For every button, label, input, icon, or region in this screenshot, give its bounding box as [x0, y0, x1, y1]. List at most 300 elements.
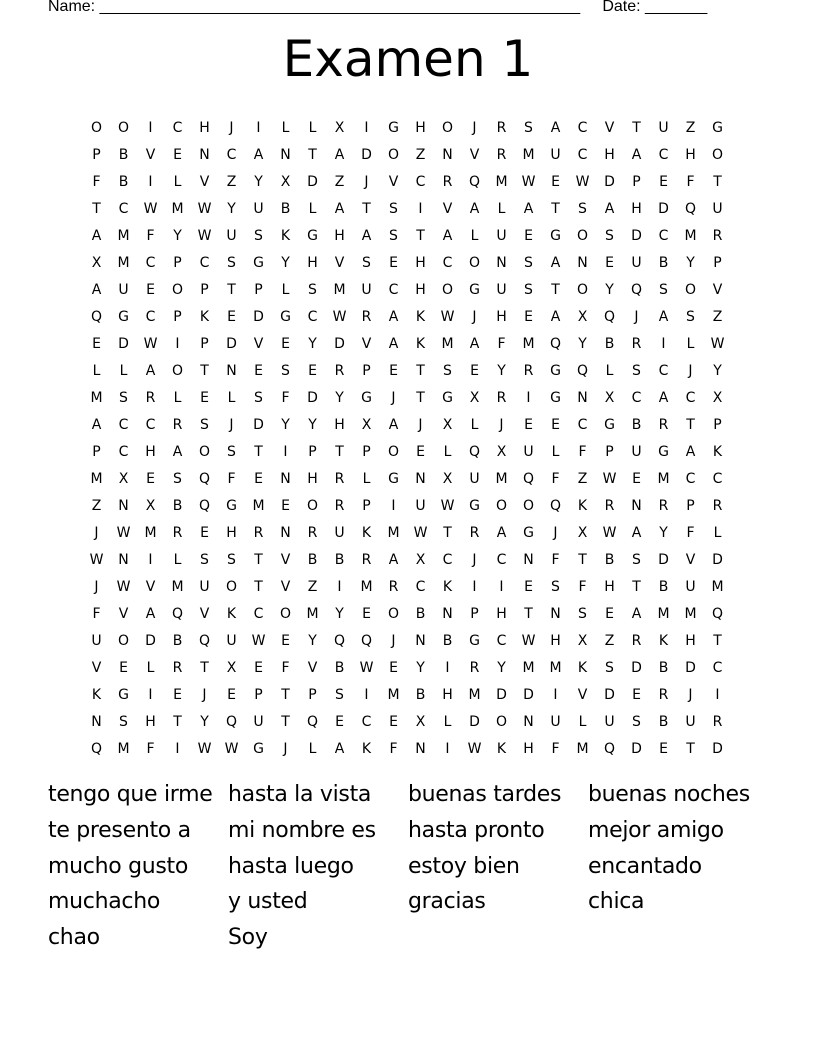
- grid-letter: E: [524, 578, 533, 595]
- word-list-item: y usted: [228, 889, 308, 915]
- grid-letter: C: [199, 254, 210, 271]
- grid-letter: I: [337, 578, 342, 595]
- grid-letter: O: [387, 146, 400, 163]
- grid-letter: B: [658, 659, 669, 676]
- grid-letter: C: [496, 632, 507, 649]
- grid-letter: S: [686, 308, 695, 325]
- grid-row: [83, 546, 731, 573]
- grid-letter: U: [631, 443, 642, 460]
- grid-letter: V: [280, 578, 291, 595]
- grid-letter: B: [415, 686, 426, 703]
- grid-letter: Z: [415, 146, 426, 163]
- grid-letter: D: [226, 335, 237, 352]
- grid-letter: W: [521, 632, 536, 649]
- grid-letter: I: [148, 551, 153, 568]
- grid-letter: C: [712, 659, 723, 676]
- grid-letter: C: [685, 389, 696, 406]
- grid-letter: J: [229, 119, 234, 136]
- grid-letter: P: [173, 308, 182, 325]
- grid-letter: Q: [171, 605, 184, 622]
- grid-letter: X: [226, 659, 237, 676]
- grid-letter: J: [688, 686, 693, 703]
- word-list-item: encantado: [588, 853, 702, 879]
- grid-letter: T: [281, 713, 290, 730]
- grid-letter: W: [602, 470, 617, 487]
- grid-letter: J: [391, 389, 396, 406]
- grid-letter: S: [200, 416, 209, 433]
- grid-letter: I: [175, 335, 180, 352]
- grid-letter: S: [524, 119, 533, 136]
- grid-letter: X: [442, 416, 453, 433]
- grid-letter: T: [254, 443, 263, 460]
- grid-row: [83, 276, 731, 303]
- grid-letter: N: [442, 146, 453, 163]
- grid-letter: Z: [91, 497, 102, 514]
- grid-letter: G: [442, 389, 453, 406]
- grid-letter: H: [334, 227, 345, 244]
- grid-letter: S: [200, 551, 209, 568]
- grid-letter: B: [172, 497, 183, 514]
- grid-letter: P: [470, 605, 479, 622]
- grid-letter: D: [496, 686, 507, 703]
- grid-row: [83, 654, 731, 681]
- grid-letter: O: [117, 632, 130, 649]
- grid-letter: I: [283, 443, 288, 460]
- word-list-item: hasta luego: [228, 853, 354, 879]
- grid-letter: G: [550, 389, 561, 406]
- grid-letter: T: [254, 578, 263, 595]
- grid-letter: S: [551, 578, 560, 595]
- grid-letter: G: [550, 227, 561, 244]
- grid-row: [83, 357, 731, 384]
- grid-letter: X: [577, 524, 588, 541]
- grid-letter: S: [605, 659, 614, 676]
- grid-letter: T: [443, 524, 452, 541]
- grid-letter: X: [280, 173, 291, 190]
- grid-letter: E: [632, 686, 641, 703]
- grid-letter: X: [496, 443, 507, 460]
- grid-letter: B: [658, 578, 669, 595]
- grid-letter: U: [550, 713, 561, 730]
- grid-letter: A: [631, 146, 642, 163]
- grid-letter: L: [308, 200, 317, 217]
- grid-letter: K: [442, 578, 453, 595]
- grid-letter: C: [658, 362, 669, 379]
- grid-letter: V: [334, 254, 345, 271]
- grid-letter: H: [442, 686, 453, 703]
- grid-letter: K: [658, 632, 669, 649]
- grid-letter: Q: [468, 173, 481, 190]
- grid-letter: C: [226, 146, 237, 163]
- grid-letter: P: [362, 443, 371, 460]
- grid-letter: U: [631, 254, 642, 271]
- grid-letter: U: [226, 632, 237, 649]
- grid-letter: K: [199, 308, 210, 325]
- grid-letter: B: [658, 713, 669, 730]
- grid-letter: T: [92, 200, 101, 217]
- grid-letter: K: [496, 740, 507, 757]
- grid-letter: S: [362, 254, 371, 271]
- grid-letter: T: [416, 362, 425, 379]
- grid-letter: U: [199, 578, 210, 595]
- grid-letter: Z: [604, 632, 615, 649]
- grid-letter: G: [523, 524, 534, 541]
- grid-letter: C: [685, 470, 696, 487]
- grid-letter: T: [632, 578, 641, 595]
- grid-letter: F: [281, 659, 290, 676]
- grid-letter: Q: [522, 470, 535, 487]
- grid-letter: T: [200, 659, 209, 676]
- grid-letter: F: [227, 470, 236, 487]
- grid-letter: T: [308, 146, 317, 163]
- grid-letter: H: [415, 254, 426, 271]
- grid-letter: G: [118, 686, 129, 703]
- grid-letter: B: [658, 254, 669, 271]
- grid-letter: C: [118, 416, 129, 433]
- grid-letter: Y: [335, 605, 344, 622]
- grid-letter: M: [522, 335, 535, 352]
- grid-row: [83, 303, 731, 330]
- grid-letter: S: [659, 281, 668, 298]
- grid-letter: W: [143, 200, 158, 217]
- grid-letter: F: [686, 524, 695, 541]
- grid-row: [83, 519, 731, 546]
- grid-letter: G: [550, 362, 561, 379]
- grid-letter: E: [308, 362, 317, 379]
- grid-letter: N: [226, 362, 237, 379]
- grid-letter: R: [334, 470, 345, 487]
- word-list: [48, 778, 788, 957]
- grid-letter: M: [171, 578, 184, 595]
- grid-letter: R: [334, 362, 345, 379]
- grid-letter: L: [443, 713, 452, 730]
- word-search-grid: [83, 114, 731, 762]
- grid-letter: S: [227, 551, 236, 568]
- grid-letter: S: [308, 281, 317, 298]
- grid-letter: C: [361, 713, 372, 730]
- grid-letter: Y: [227, 200, 236, 217]
- grid-letter: N: [199, 146, 210, 163]
- grid-letter: M: [684, 605, 697, 622]
- grid-letter: O: [441, 119, 454, 136]
- grid-letter: R: [172, 416, 183, 433]
- grid-letter: R: [253, 524, 264, 541]
- grid-row: [83, 141, 731, 168]
- grid-letter: X: [469, 389, 480, 406]
- grid-letter: B: [604, 551, 615, 568]
- grid-letter: Z: [577, 470, 588, 487]
- grid-row: [83, 195, 731, 222]
- grid-letter: I: [418, 200, 423, 217]
- grid-letter: L: [308, 740, 317, 757]
- grid-letter: T: [632, 119, 641, 136]
- grid-letter: I: [391, 497, 396, 514]
- grid-letter: A: [469, 335, 480, 352]
- grid-letter: U: [712, 200, 723, 217]
- grid-letter: I: [148, 173, 153, 190]
- grid-letter: C: [577, 146, 588, 163]
- grid-letter: N: [631, 497, 642, 514]
- grid-letter: W: [332, 308, 347, 325]
- grid-letter: F: [281, 389, 290, 406]
- grid-letter: U: [91, 632, 102, 649]
- grid-letter: E: [632, 470, 641, 487]
- grid-letter: H: [145, 713, 156, 730]
- grid-letter: B: [118, 173, 129, 190]
- grid-letter: X: [442, 470, 453, 487]
- grid-letter: D: [712, 551, 723, 568]
- grid-letter: R: [442, 173, 453, 190]
- grid-letter: L: [173, 551, 182, 568]
- grid-letter: E: [524, 227, 533, 244]
- grid-letter: W: [602, 524, 617, 541]
- grid-letter: A: [550, 119, 561, 136]
- grid-letter: A: [334, 740, 345, 757]
- grid-letter: G: [469, 632, 480, 649]
- grid-letter: V: [361, 335, 372, 352]
- grid-letter: N: [523, 551, 534, 568]
- grid-letter: P: [254, 281, 263, 298]
- grid-letter: P: [713, 416, 722, 433]
- grid-letter: M: [252, 497, 265, 514]
- grid-letter: Q: [603, 308, 616, 325]
- grid-letter: D: [469, 713, 480, 730]
- grid-letter: M: [90, 470, 103, 487]
- grid-letter: M: [495, 470, 508, 487]
- grid-letter: V: [604, 119, 615, 136]
- grid-letter: E: [524, 416, 533, 433]
- grid-letter: O: [306, 497, 319, 514]
- grid-letter: W: [440, 308, 455, 325]
- grid-letter: E: [605, 605, 614, 622]
- grid-letter: E: [92, 335, 101, 352]
- grid-letter: P: [92, 443, 101, 460]
- grid-letter: T: [551, 200, 560, 217]
- grid-letter: Z: [307, 578, 318, 595]
- grid-letter: T: [254, 551, 263, 568]
- grid-letter: L: [713, 524, 722, 541]
- grid-letter: J: [283, 740, 288, 757]
- grid-letter: G: [118, 308, 129, 325]
- grid-letter: K: [577, 497, 588, 514]
- grid-letter: Q: [306, 713, 319, 730]
- grid-letter: L: [308, 119, 317, 136]
- grid-letter: R: [712, 497, 723, 514]
- grid-letter: B: [442, 632, 453, 649]
- grid-letter: T: [200, 362, 209, 379]
- grid-letter: C: [118, 443, 129, 460]
- grid-letter: G: [469, 281, 480, 298]
- grid-letter: K: [415, 308, 426, 325]
- grid-letter: Q: [684, 200, 697, 217]
- word-list-item: hasta pronto: [408, 817, 545, 843]
- grid-row: [83, 627, 731, 654]
- grid-letter: T: [173, 713, 182, 730]
- grid-letter: E: [146, 470, 155, 487]
- grid-letter: R: [334, 497, 345, 514]
- grid-letter: W: [116, 524, 131, 541]
- grid-letter: F: [497, 335, 506, 352]
- grid-letter: H: [145, 443, 156, 460]
- grid-letter: E: [389, 659, 398, 676]
- grid-letter: C: [145, 254, 156, 271]
- grid-letter: W: [413, 524, 428, 541]
- grid-letter: I: [472, 578, 477, 595]
- grid-letter: D: [712, 740, 723, 757]
- grid-letter: A: [91, 416, 102, 433]
- grid-letter: R: [658, 416, 669, 433]
- grid-letter: B: [172, 632, 183, 649]
- grid-letter: R: [631, 632, 642, 649]
- grid-letter: O: [576, 281, 589, 298]
- grid-letter: R: [469, 659, 480, 676]
- grid-letter: M: [333, 281, 346, 298]
- grid-letter: R: [307, 524, 318, 541]
- grid-letter: M: [441, 335, 454, 352]
- grid-letter: U: [685, 713, 696, 730]
- grid-letter: F: [578, 443, 587, 460]
- grid-letter: G: [253, 740, 264, 757]
- grid-letter: F: [551, 470, 560, 487]
- grid-letter: C: [253, 605, 264, 622]
- grid-letter: S: [389, 227, 398, 244]
- grid-letter: V: [199, 173, 210, 190]
- grid-letter: L: [470, 416, 479, 433]
- grid-letter: H: [496, 308, 507, 325]
- grid-letter: J: [472, 551, 477, 568]
- grid-letter: O: [468, 254, 481, 271]
- grid-letter: M: [387, 686, 400, 703]
- word-list-item: buenas tardes: [408, 782, 562, 807]
- grid-letter: L: [146, 659, 155, 676]
- grid-letter: W: [143, 335, 158, 352]
- grid-letter: A: [361, 227, 372, 244]
- grid-letter: J: [472, 308, 477, 325]
- grid-letter: S: [119, 713, 128, 730]
- grid-letter: F: [92, 605, 101, 622]
- grid-letter: A: [496, 524, 507, 541]
- grid-letter: Q: [630, 281, 643, 298]
- grid-letter: D: [631, 659, 642, 676]
- grid-letter: Y: [416, 659, 425, 676]
- grid-letter: R: [658, 686, 669, 703]
- word-list-item: gracias: [408, 889, 486, 915]
- grid-letter: E: [551, 173, 560, 190]
- grid-letter: Z: [334, 173, 345, 190]
- grid-letter: J: [688, 362, 693, 379]
- grid-letter: M: [711, 578, 724, 595]
- grid-letter: R: [496, 389, 507, 406]
- grid-letter: Y: [254, 173, 263, 190]
- grid-letter: I: [445, 659, 450, 676]
- grid-letter: U: [361, 281, 372, 298]
- grid-letter: E: [173, 686, 182, 703]
- grid-letter: H: [496, 605, 507, 622]
- grid-letter: E: [281, 632, 290, 649]
- grid-letter: P: [173, 254, 182, 271]
- word-list-item: mucho gusto: [48, 853, 189, 879]
- grid-letter: X: [712, 389, 723, 406]
- grid-row: [83, 735, 731, 762]
- grid-letter: C: [172, 119, 183, 136]
- grid-letter: F: [551, 551, 560, 568]
- grid-letter: L: [497, 200, 506, 217]
- grid-letter: K: [577, 659, 588, 676]
- grid-letter: I: [715, 686, 720, 703]
- grid-letter: D: [631, 740, 642, 757]
- grid-letter: N: [415, 470, 426, 487]
- grid-letter: A: [388, 335, 399, 352]
- grid-letter: H: [226, 524, 237, 541]
- word-list-item: tengo que irme: [48, 782, 213, 807]
- grid-letter: R: [712, 713, 723, 730]
- grid-letter: D: [307, 389, 318, 406]
- grid-letter: E: [146, 281, 155, 298]
- grid-letter: Z: [685, 119, 696, 136]
- grid-letter: M: [522, 659, 535, 676]
- grid-letter: L: [281, 281, 290, 298]
- grid-letter: O: [90, 119, 103, 136]
- grid-letter: H: [415, 281, 426, 298]
- grid-letter: M: [171, 200, 184, 217]
- grid-letter: S: [632, 713, 641, 730]
- grid-letter: P: [713, 254, 722, 271]
- grid-letter: K: [226, 605, 237, 622]
- grid-letter: R: [496, 146, 507, 163]
- grid-letter: Y: [497, 362, 506, 379]
- grid-letter: X: [334, 119, 345, 136]
- grid-letter: H: [307, 254, 318, 271]
- grid-letter: M: [360, 578, 373, 595]
- grid-letter: A: [658, 389, 669, 406]
- grid-letter: H: [685, 632, 696, 649]
- grid-letter: E: [254, 362, 263, 379]
- grid-letter: R: [469, 524, 480, 541]
- grid-letter: Y: [659, 524, 668, 541]
- grid-letter: N: [442, 605, 453, 622]
- grid-letter: R: [361, 551, 372, 568]
- grid-letter: N: [550, 605, 561, 622]
- grid-letter: H: [199, 119, 210, 136]
- grid-letter: W: [359, 659, 374, 676]
- word-list-item: mi nombre es: [228, 817, 376, 843]
- grid-letter: S: [524, 254, 533, 271]
- grid-letter: D: [307, 173, 318, 190]
- grid-letter: Q: [225, 713, 238, 730]
- grid-letter: C: [577, 416, 588, 433]
- grid-letter: O: [495, 497, 508, 514]
- grid-letter: N: [415, 740, 426, 757]
- grid-letter: L: [281, 119, 290, 136]
- grid-letter: M: [144, 524, 157, 541]
- word-list-item: buenas noches: [588, 782, 750, 807]
- grid-letter: U: [253, 200, 264, 217]
- grid-letter: L: [443, 443, 452, 460]
- grid-letter: A: [550, 254, 561, 271]
- grid-letter: T: [335, 443, 344, 460]
- grid-letter: C: [118, 200, 129, 217]
- grid-letter: Q: [198, 632, 211, 649]
- grid-letter: Y: [281, 254, 290, 271]
- grid-letter: Q: [360, 632, 373, 649]
- grid-letter: L: [605, 362, 614, 379]
- grid-letter: S: [443, 362, 452, 379]
- grid-letter: V: [280, 551, 291, 568]
- grid-letter: F: [146, 227, 155, 244]
- grid-letter: T: [713, 173, 722, 190]
- grid-letter: E: [200, 389, 209, 406]
- grid-row: [83, 465, 731, 492]
